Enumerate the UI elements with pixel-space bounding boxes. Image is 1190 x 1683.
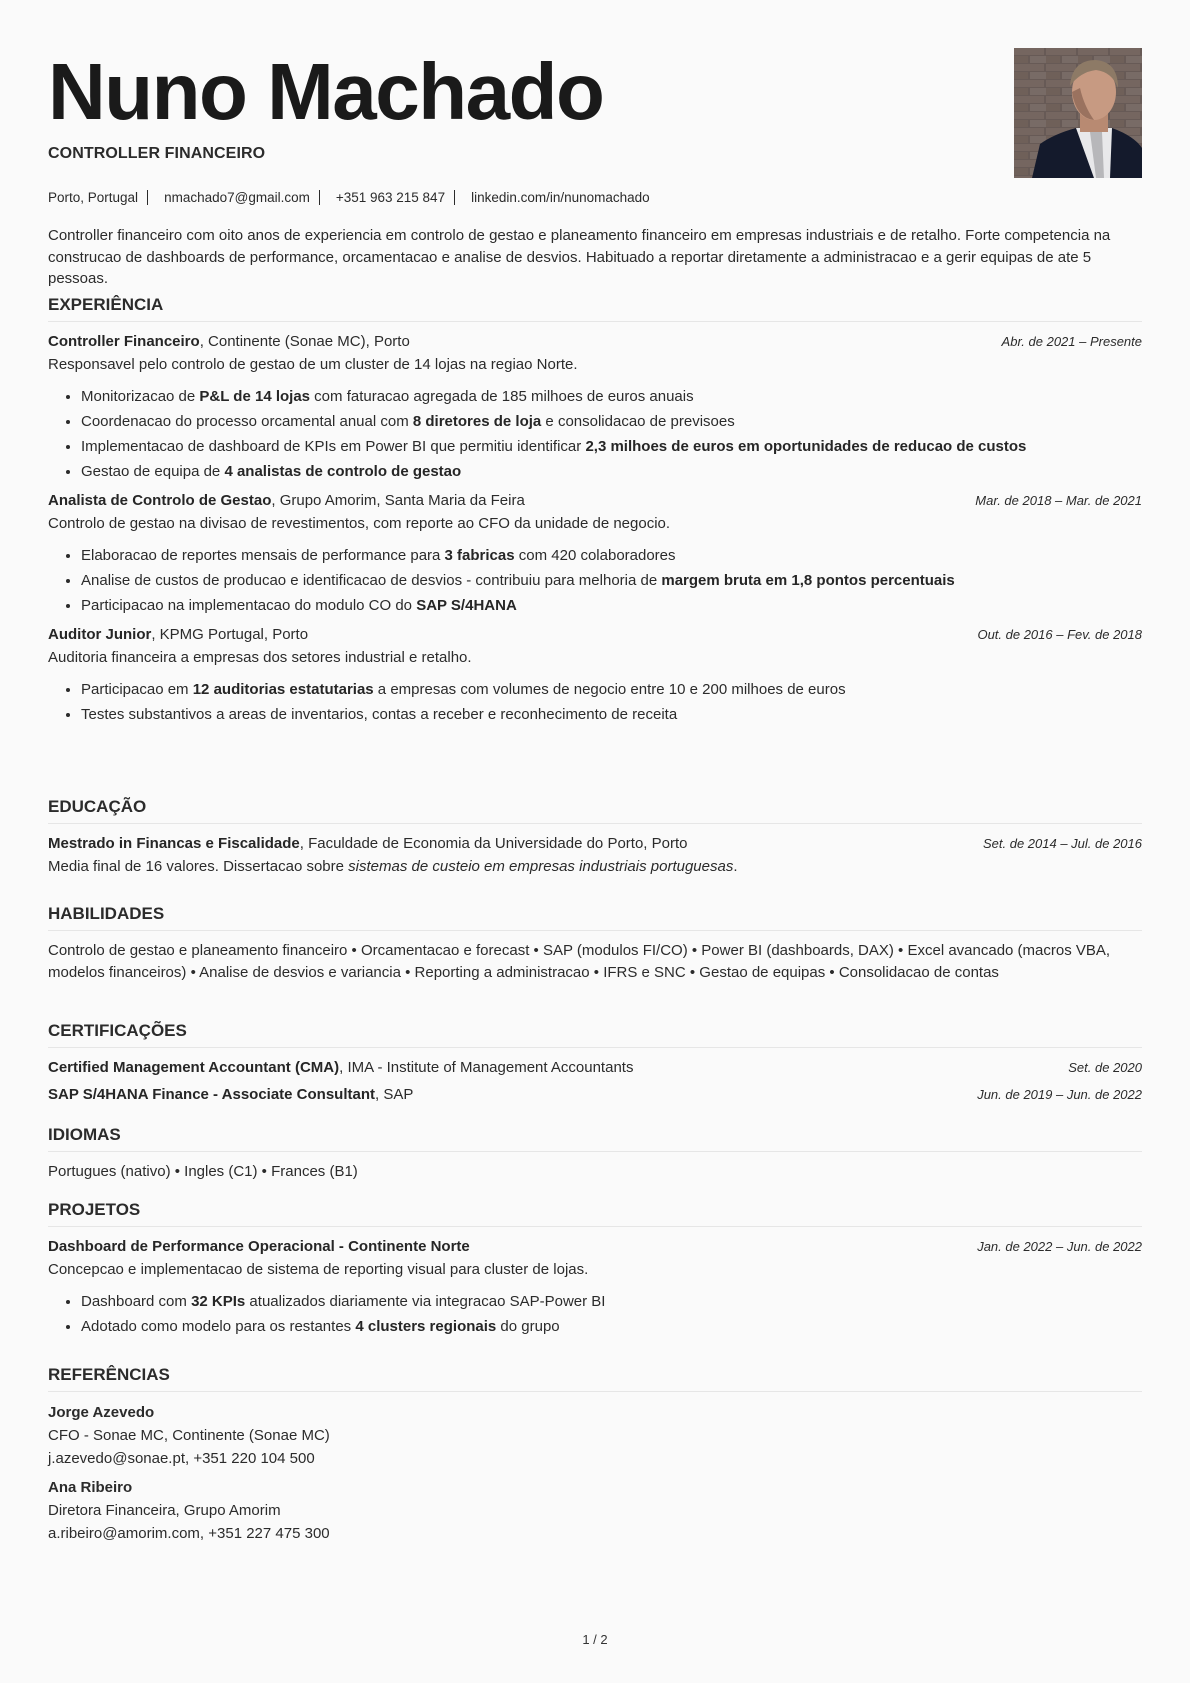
section-heading: PROJETOS	[48, 1200, 1142, 1227]
list-item: • Participacao em 12 auditorias estatutarias a empresas com volumes de negocio entre 10 e 200 milhoes de euros	[81, 677, 1142, 702]
certification-date: Jun. de 2019 – Jun. de 2022	[977, 1087, 1142, 1102]
job-org: , KPMG Portugal, Porto	[151, 626, 309, 643]
job-role: Controller Financeiro	[48, 333, 200, 350]
job-description: Responsavel pelo controlo de gestao de um cluster de 14 lojas na regiao Norte.	[48, 356, 578, 373]
separator	[147, 190, 148, 205]
project-achievements	[48, 1289, 1142, 1339]
resume-header	[48, 0, 1142, 287]
certification-entry: Certified Management Accountant (CMA), IMA - Institute of Management Accountants Set. de 2020	[48, 1057, 1142, 1079]
phone-link[interactable]: +351 963 215 847	[335, 190, 446, 205]
section-heading: CERTIFICAÇÕES	[48, 1021, 1142, 1048]
education-description: Media final de 16 valores. Dissertacao sobre sistemas de custeio em empresas industriais portuguesas.	[48, 858, 738, 875]
languages-section	[48, 1125, 1142, 1183]
list-item: • Coordenacao do processo orcamental anual com 8 diretores de loja e consolidacao de previsoes	[81, 409, 1142, 434]
section-heading: EXPERIÊNCIA	[48, 295, 1142, 322]
list-item: • Analise de custos de producao e identificacao de desvios - contribuiu para melhoria de margem bruta em 1,8 pontos percentuais	[81, 568, 1142, 593]
portrait-image	[1014, 48, 1142, 178]
job-achievements	[48, 543, 1142, 618]
job-date: Mar. de 2018 – Mar. de 2021	[975, 493, 1142, 508]
experience-section	[48, 295, 1142, 733]
job-role: Auditor Junior	[48, 626, 152, 643]
list-item: • Testes substantivos a areas de inventarios, contas a receber e reconhecimento de receita	[81, 702, 1142, 727]
section-heading: EDUCAÇÃO	[48, 797, 1142, 824]
reference-entry	[48, 1476, 1142, 1545]
certifications-section	[48, 1021, 1142, 1106]
job-description: Controlo de gestao na divisao de revestimentos, com reporte ao CFO da unidade de negocio.	[48, 515, 671, 532]
skills-list: Controlo de gestao e planeamento financeiro • Orcamentacao e forecast • SAP (modulos FI/CO) • Power BI (dashboards, DAX) • Excel avancado (macros VBA, modelos financeiros) • Analise de desvios e variancia • Reporting a administracao • IFRS e SNC • Gestao de equipas • Consolidacao de contas	[48, 942, 1111, 981]
list-item: • Implementacao de dashboard de KPIs em Power BI que permitiu identificar 2,3 milhoes de euros em oportunidades de reducao de custos	[81, 434, 1142, 459]
job-org: , Continente (Sonae MC), Porto	[199, 333, 410, 350]
reference-contact: a.ribeiro@amorim.com, +351 227 475 300	[48, 1525, 330, 1542]
section-heading: REFERÊNCIAS	[48, 1365, 1142, 1392]
school-name: , Faculdade de Economia da Universidade do Porto, Porto	[299, 835, 688, 852]
separator	[454, 190, 455, 205]
page-number: 1 / 2	[582, 1632, 608, 1647]
list-item: • Dashboard com 32 KPIs atualizados diariamente via integracao SAP-Power BI	[81, 1289, 1142, 1314]
job-entry	[48, 331, 1142, 484]
list-item: • Monitorizacao de P&L de 14 lojas com faturacao agregada de 185 milhoes de euros anuais	[81, 384, 1142, 409]
job-role: Analista de Controlo de Gestao	[48, 492, 272, 509]
email-link[interactable]: nmachado7@gmail.com	[164, 190, 310, 205]
list-item: • Elaboracao de reportes mensais de performance para 3 fabricas com 420 colaboradores	[81, 543, 1142, 568]
certification-date: Set. de 2020	[1068, 1060, 1142, 1075]
education-date: Set. de 2014 – Jul. de 2016	[982, 836, 1142, 851]
reference-entry	[48, 1401, 1142, 1470]
section-heading: HABILIDADES	[48, 904, 1142, 931]
certification-entry: SAP S/4HANA Finance - Associate Consultant, SAP Jun. de 2019 – Jun. de 2022	[48, 1084, 1142, 1106]
list-item: • Participacao na implementacao do modulo CO do SAP S/4HANA	[81, 593, 1142, 618]
job-org: , Grupo Amorim, Santa Maria da Feira	[271, 492, 525, 509]
professional-summary: Controller financeiro com oito anos de experiencia em controlo de gestao e planeamento financeiro em empresas industriais e de retalho. Forte competencia na construcao de dashboards de performance, orcamentacao e analise de desvios. Habituado a reportar diretamente a administracao e a gerir equipas de ate 5 pessoas.	[48, 227, 1111, 287]
reference-role: CFO - Sonae MC, Continente (Sonae MC)	[48, 1427, 330, 1444]
project-description: Concepcao e implementacao de sistema de reporting visual para cluster de lojas.	[48, 1261, 589, 1278]
project-name: Dashboard de Performance Operacional - Continente Norte	[48, 1238, 470, 1255]
project-date: Jan. de 2022 – Jun. de 2022	[977, 1239, 1142, 1254]
candidate-name: Nuno Machado	[48, 47, 604, 136]
section-heading: IDIOMAS	[48, 1125, 1142, 1152]
location: Porto, Portugal	[48, 190, 139, 205]
references-section	[48, 1365, 1142, 1545]
job-entry	[48, 624, 1142, 727]
reference-contact: j.azevedo@sonae.pt, +351 220 104 500	[48, 1450, 315, 1467]
education-section	[48, 797, 1142, 878]
job-achievements	[48, 677, 1142, 727]
degree-name: Mestrado in Financas e Fiscalidade	[48, 835, 300, 852]
job-description: Auditoria financeira a empresas dos setores industrial e retalho.	[48, 649, 472, 666]
reference-name: Jorge Azevedo	[48, 1404, 155, 1421]
reference-role: Diretora Financeira, Grupo Amorim	[48, 1502, 281, 1519]
resume-page	[48, 0, 1142, 1542]
job-date: Out. de 2016 – Fev. de 2018	[977, 627, 1142, 642]
list-item: • Gestao de equipa de 4 analistas de controlo de gestao	[81, 459, 1142, 484]
job-entry	[48, 490, 1142, 618]
contact-info	[48, 190, 650, 205]
skills-section	[48, 904, 1142, 983]
linkedin-link[interactable]: linkedin.com/in/nunomachado	[471, 190, 650, 205]
reference-name: Ana Ribeiro	[48, 1479, 133, 1496]
job-title: CONTROLLER FINANCEIRO	[48, 145, 266, 162]
list-item: • Adotado como modelo para os restantes 4 clusters regionais do grupo	[81, 1314, 1142, 1339]
projects-section	[48, 1200, 1142, 1345]
languages-list: Portugues (nativo) • Ingles (C1) • Frances (B1)	[48, 1163, 358, 1180]
profile-photo	[1014, 48, 1142, 178]
job-achievements	[48, 384, 1142, 484]
job-date: Abr. de 2021 – Presente	[1001, 334, 1142, 349]
separator	[319, 190, 320, 205]
